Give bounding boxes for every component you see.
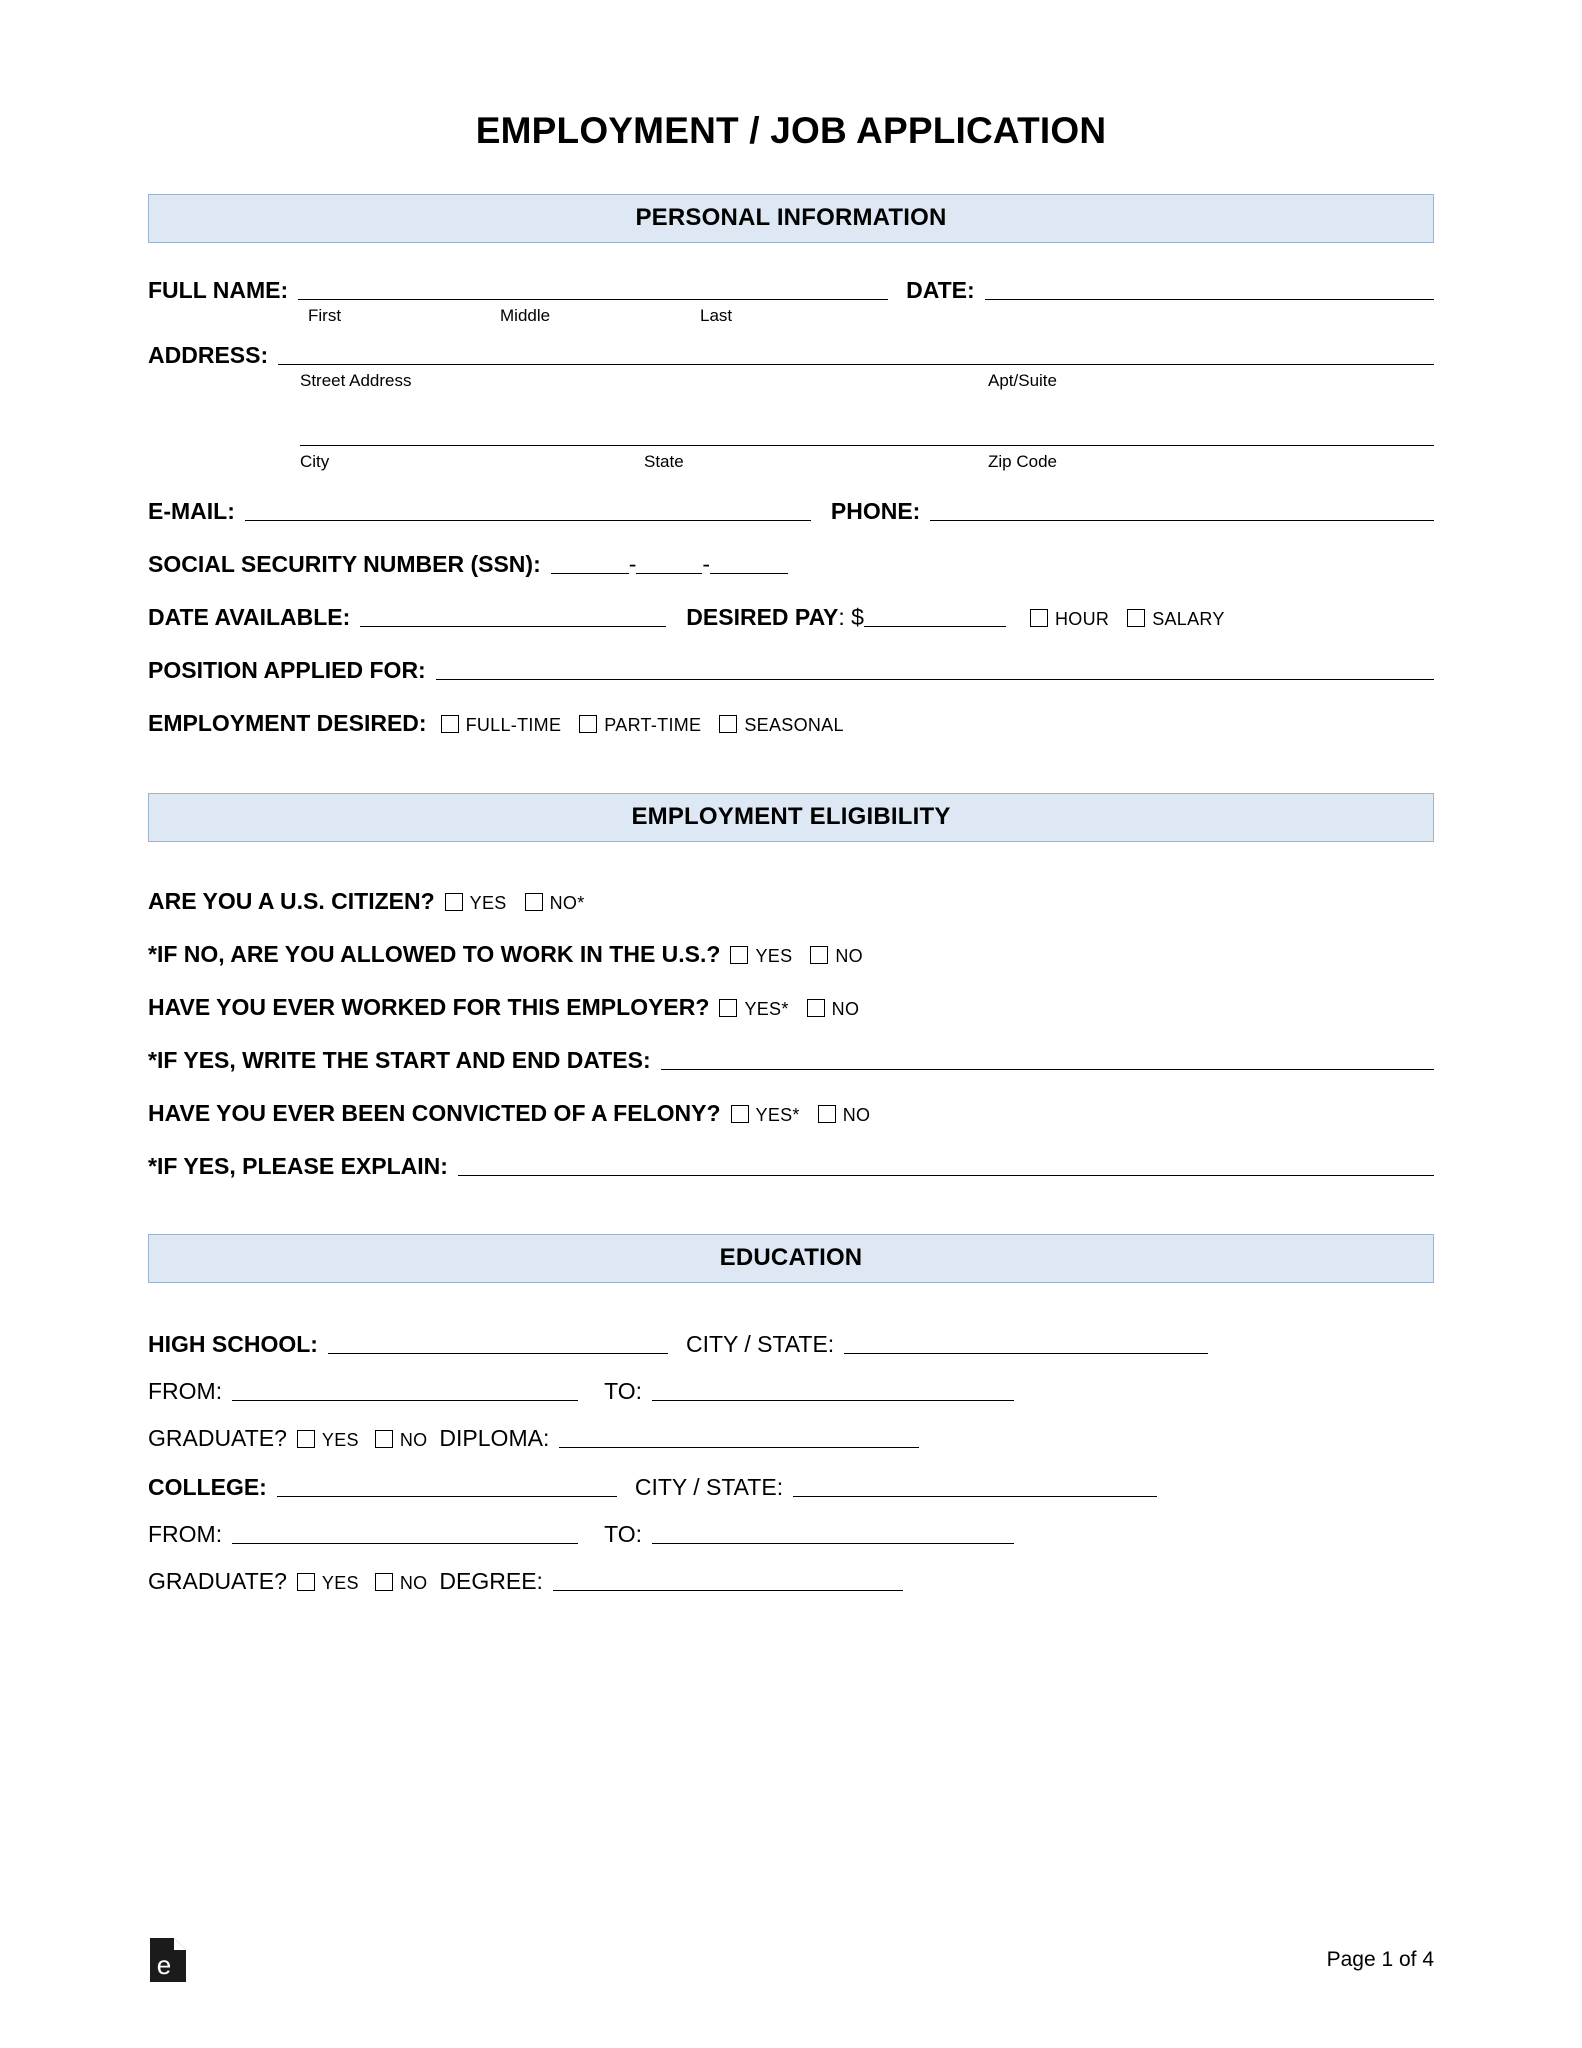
- label-college-graduate-no: NO: [399, 1573, 428, 1593]
- ssn-part2-input[interactable]: [636, 553, 702, 574]
- checkbox-college-graduate-no[interactable]: [375, 1573, 393, 1591]
- previous-employment-question-row: [148, 994, 1434, 1021]
- college-input[interactable]: [277, 1476, 617, 1497]
- date-available-label: DATE AVAILABLE:: [148, 604, 351, 630]
- label-work-auth-yes: YES: [755, 946, 793, 966]
- high-school-to-label: TO:: [604, 1378, 643, 1404]
- page-title: EMPLOYMENT / JOB APPLICATION: [475, 110, 1107, 151]
- college-graduate-row: [148, 1568, 1434, 1595]
- degree-label: DEGREE:: [439, 1568, 543, 1594]
- checkbox-seasonal[interactable]: [719, 715, 737, 733]
- sublabel-street-address: Street Address: [300, 371, 412, 390]
- college-city-state-input[interactable]: [793, 1476, 1157, 1497]
- address-label: ADDRESS:: [148, 342, 269, 368]
- name-sublabels: [308, 306, 1434, 326]
- high-school-from-input[interactable]: [232, 1380, 578, 1401]
- checkbox-citizen-yes[interactable]: [445, 893, 463, 911]
- checkbox-felony-no[interactable]: [818, 1105, 836, 1123]
- diploma-label: DIPLOMA:: [439, 1425, 550, 1451]
- page-number: Page 1 of 4: [1326, 1948, 1434, 1971]
- sublabel-apt-suite: Apt/Suite: [988, 371, 1057, 390]
- sublabel-last: Last: [700, 306, 733, 325]
- sublabel-city: City: [300, 452, 330, 471]
- full-name-label: FULL NAME:: [148, 277, 289, 303]
- checkbox-full-time[interactable]: [441, 715, 459, 733]
- high-school-city-state-label: CITY / STATE:: [685, 1331, 835, 1357]
- employment-eligibility-block: [148, 888, 1434, 1180]
- employment-desired-label: EMPLOYMENT DESIRED:: [148, 710, 427, 736]
- high-school-to-input[interactable]: [652, 1380, 1014, 1401]
- high-school-graduate-label: GRADUATE?: [148, 1425, 287, 1451]
- email-label: E-MAIL:: [148, 498, 235, 524]
- personal-information-block: [148, 277, 1434, 737]
- email-input[interactable]: [245, 500, 811, 521]
- label-citizen-yes: YES: [469, 893, 507, 913]
- citizen-question-label: ARE YOU A U.S. CITIZEN?: [148, 888, 435, 914]
- full-name-row: [148, 277, 1434, 304]
- college-from-label: FROM:: [148, 1521, 223, 1547]
- date-input[interactable]: [985, 279, 1434, 300]
- section-header-employment-eligibility: EMPLOYMENT ELIGIBILITY: [148, 793, 1434, 842]
- high-school-row: [148, 1331, 1434, 1358]
- sublabel-zip-code: Zip Code: [988, 452, 1057, 471]
- checkbox-previous-employment-yes[interactable]: [719, 999, 737, 1017]
- college-from-input[interactable]: [232, 1523, 578, 1544]
- address-sublabels: [300, 371, 1434, 391]
- high-school-graduate-row: [148, 1425, 1434, 1452]
- label-pay-hour: HOUR: [1054, 609, 1110, 629]
- high-school-city-state-input[interactable]: [844, 1333, 1208, 1354]
- label-felony-no: NO: [842, 1105, 871, 1125]
- sublabel-middle: Middle: [500, 306, 551, 325]
- position-applied-input[interactable]: [436, 659, 1434, 680]
- college-label: COLLEGE:: [148, 1474, 267, 1500]
- employment-dates-input[interactable]: [661, 1049, 1434, 1070]
- position-applied-label: POSITION APPLIED FOR:: [148, 657, 426, 683]
- checkbox-pay-salary[interactable]: [1127, 609, 1145, 627]
- work-authorization-question-label: *IF NO, ARE YOU ALLOWED TO WORK IN THE U.S.?: [148, 941, 721, 967]
- citizen-question-row: [148, 888, 1434, 915]
- checkbox-felony-yes[interactable]: [731, 1105, 749, 1123]
- address-row: [148, 342, 1434, 369]
- high-school-from-label: FROM:: [148, 1378, 223, 1404]
- college-to-label: TO:: [604, 1521, 643, 1547]
- label-seasonal: SEASONAL: [744, 715, 844, 735]
- date-available-input[interactable]: [360, 606, 666, 627]
- sublabel-first: First: [308, 306, 342, 325]
- employment-desired-row: [148, 710, 1434, 737]
- high-school-label: HIGH SCHOOL:: [148, 1331, 318, 1357]
- position-applied-row: [148, 657, 1434, 684]
- checkbox-college-graduate-yes[interactable]: [297, 1573, 315, 1591]
- checkbox-high-school-graduate-no[interactable]: [375, 1430, 393, 1448]
- desired-pay-colon: : $: [838, 604, 864, 630]
- label-previous-employment-yes: YES*: [744, 999, 789, 1019]
- felony-explain-input[interactable]: [458, 1155, 1434, 1176]
- felony-explain-label: *IF YES, PLEASE EXPLAIN:: [148, 1153, 448, 1179]
- label-citizen-no: NO*: [549, 893, 585, 913]
- work-authorization-question-row: [148, 941, 1434, 968]
- previous-employment-question-label: HAVE YOU EVER WORKED FOR THIS EMPLOYER?: [148, 994, 710, 1020]
- label-college-graduate-yes: YES: [321, 1573, 359, 1593]
- high-school-from-to-row: [148, 1378, 1434, 1405]
- diploma-input[interactable]: [559, 1427, 919, 1448]
- ssn-dash-1: -: [628, 551, 637, 577]
- label-part-time: PART-TIME: [604, 715, 702, 735]
- checkbox-work-auth-no[interactable]: [810, 946, 828, 964]
- city-state-zip-sublabels: [300, 452, 1434, 472]
- page-footer: [148, 1936, 1434, 1984]
- section-header-education: EDUCATION: [148, 1234, 1434, 1283]
- section-header-personal-information: PERSONAL INFORMATION: [148, 194, 1434, 243]
- sublabel-state: State: [644, 452, 684, 471]
- ssn-row: [148, 551, 1434, 578]
- ssn-part3-input[interactable]: [710, 553, 788, 574]
- checkbox-pay-hour[interactable]: [1030, 609, 1048, 627]
- high-school-input[interactable]: [328, 1333, 668, 1354]
- city-state-zip-input[interactable]: [300, 425, 1434, 446]
- employment-dates-label: *IF YES, WRITE THE START AND END DATES:: [148, 1047, 651, 1073]
- ssn-dash-2: -: [702, 551, 711, 577]
- checkbox-part-time[interactable]: [579, 715, 597, 733]
- employment-dates-row: [148, 1047, 1434, 1074]
- desired-pay-label: DESIRED PAY: [686, 604, 839, 630]
- degree-input[interactable]: [553, 1570, 903, 1591]
- education-block: [148, 1331, 1434, 1595]
- college-city-state-label: CITY / STATE:: [634, 1474, 784, 1500]
- label-work-auth-no: NO: [835, 946, 863, 966]
- checkbox-high-school-graduate-yes[interactable]: [297, 1430, 315, 1448]
- label-high-school-graduate-no: NO: [399, 1430, 428, 1450]
- city-state-zip-row: [148, 425, 1434, 450]
- street-address-input[interactable]: [278, 344, 1434, 365]
- label-felony-yes: YES*: [755, 1105, 800, 1125]
- date-label: DATE:: [906, 277, 975, 303]
- college-from-to-row: [148, 1521, 1434, 1548]
- checkbox-previous-employment-no[interactable]: [807, 999, 825, 1017]
- email-phone-row: [148, 498, 1434, 525]
- label-high-school-graduate-yes: YES: [321, 1430, 359, 1450]
- phone-label: PHONE:: [830, 498, 921, 524]
- label-previous-employment-no: NO: [831, 999, 860, 1019]
- label-pay-salary: SALARY: [1152, 609, 1225, 629]
- desired-pay-input[interactable]: [864, 606, 1006, 627]
- eforms-logo-icon: [148, 1936, 188, 1984]
- svg-text:e: e: [156, 1950, 172, 1980]
- phone-input[interactable]: [930, 500, 1434, 521]
- full-name-input[interactable]: [298, 279, 888, 300]
- checkbox-work-auth-yes[interactable]: [730, 946, 748, 964]
- college-row: [148, 1474, 1434, 1501]
- college-to-input[interactable]: [652, 1523, 1014, 1544]
- ssn-label: SOCIAL SECURITY NUMBER (SSN):: [148, 551, 541, 577]
- felony-question-label: HAVE YOU EVER BEEN CONVICTED OF A FELONY?: [148, 1100, 721, 1126]
- college-graduate-label: GRADUATE?: [148, 1568, 287, 1594]
- felony-explain-row: [148, 1153, 1434, 1180]
- checkbox-citizen-no[interactable]: [525, 893, 543, 911]
- ssn-part1-input[interactable]: [551, 553, 629, 574]
- felony-question-row: [148, 1100, 1434, 1127]
- label-full-time: FULL-TIME: [465, 715, 562, 735]
- date-available-pay-row: [148, 604, 1434, 631]
